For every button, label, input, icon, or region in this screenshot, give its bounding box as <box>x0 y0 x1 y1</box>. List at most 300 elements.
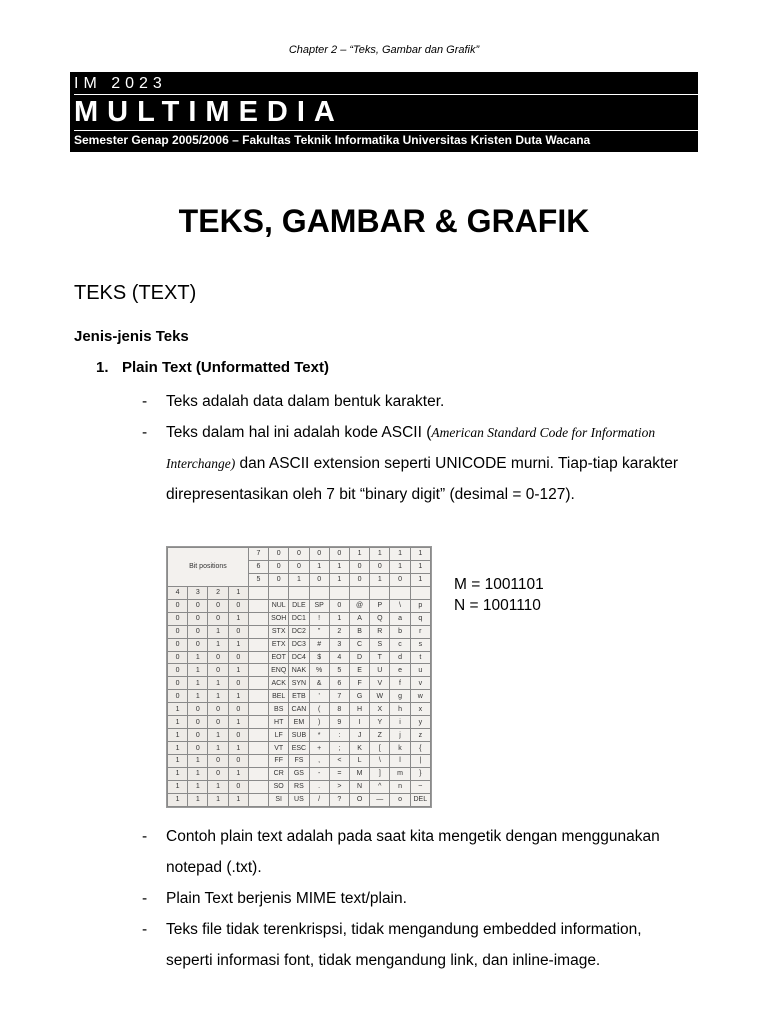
spacer-cell <box>248 677 268 690</box>
ascii-row <box>168 716 431 729</box>
code-examples <box>454 574 544 616</box>
ascii-char: O <box>349 793 369 806</box>
spacer-cell <box>248 755 268 768</box>
empty-cell <box>390 586 410 599</box>
bit-value: 1 <box>349 548 369 561</box>
spacer-cell <box>248 703 268 716</box>
ascii-char: 9 <box>329 716 349 729</box>
bit-value: 0 <box>329 548 349 561</box>
bit-value: 1 <box>309 560 329 573</box>
ascii-row <box>168 780 431 793</box>
bit-value: 0 <box>228 703 248 716</box>
ascii-row <box>168 793 431 806</box>
ascii-char: e <box>390 664 410 677</box>
bit-value: 0 <box>168 651 188 664</box>
bit-value: 1 <box>168 755 188 768</box>
bit-value: 1 <box>228 612 248 625</box>
bit-index: 4 <box>168 586 188 599</box>
bit-index: 5 <box>248 573 268 586</box>
ascii-char: { <box>410 742 430 755</box>
bullet-dash: - <box>142 890 148 907</box>
ascii-row <box>168 729 431 742</box>
spacer-cell <box>248 780 268 793</box>
ascii-char: H <box>349 703 369 716</box>
ascii-char: ACK <box>269 677 289 690</box>
ascii-char: q <box>410 612 430 625</box>
bit-value: 1 <box>410 560 430 573</box>
bit-value: 1 <box>390 548 410 561</box>
ascii-char: T <box>370 651 390 664</box>
bit-value: 1 <box>208 780 228 793</box>
ascii-char: VT <box>269 742 289 755</box>
ascii-char: SP <box>309 599 329 612</box>
ascii-char: ' <box>309 690 329 703</box>
ascii-char: @ <box>349 599 369 612</box>
bit-value: 1 <box>188 677 208 690</box>
bit-value: 1 <box>168 767 188 780</box>
ascii-char: W <box>370 690 390 703</box>
bit-value: 0 <box>390 573 410 586</box>
ascii-char: 1 <box>329 612 349 625</box>
ascii-char: % <box>309 664 329 677</box>
ascii-char: SOH <box>269 612 289 625</box>
ascii-char: DC1 <box>289 612 309 625</box>
bullet-item <box>142 417 682 510</box>
course-title: MULTIMEDIA <box>74 95 698 131</box>
empty-cell <box>349 586 369 599</box>
ascii-char: l <box>390 755 410 768</box>
ascii-char: LF <box>269 729 289 742</box>
spacer-cell <box>248 742 268 755</box>
ascii-char: EM <box>289 716 309 729</box>
bit-value: 0 <box>208 599 228 612</box>
item-number: 1. <box>96 359 109 376</box>
bit-value: 1 <box>228 716 248 729</box>
bit-value: 0 <box>208 716 228 729</box>
ascii-char: D <box>349 651 369 664</box>
ascii-char: \ <box>370 755 390 768</box>
document-title: TEKS, GAMBAR & GRAFIK <box>178 203 590 239</box>
bit-value: 1 <box>188 690 208 703</box>
spacer-cell <box>248 690 268 703</box>
ascii-char: 4 <box>329 651 349 664</box>
bit-value: 1 <box>208 638 228 651</box>
bit-value: 0 <box>228 780 248 793</box>
ascii-row <box>168 612 431 625</box>
ascii-char: - <box>309 767 329 780</box>
bullet-item <box>142 386 682 417</box>
bit-index: 1 <box>228 586 248 599</box>
ascii-char: ENQ <box>269 664 289 677</box>
ascii-char: g <box>390 690 410 703</box>
ascii-char: U <box>370 664 390 677</box>
course-banner <box>70 72 698 152</box>
bullet-text: Teks file tidak terenkrispsi, tidak mengandung embedded information, seperti informasi font, tidak mengandung link, dan inline-image. <box>166 921 642 969</box>
ascii-char: a <box>390 612 410 625</box>
bit-value: 0 <box>208 755 228 768</box>
ascii-char: EOT <box>269 651 289 664</box>
ascii-char: C <box>349 638 369 651</box>
bit-value: 0 <box>168 677 188 690</box>
bit-value: 0 <box>208 651 228 664</box>
ascii-char: SYN <box>289 677 309 690</box>
bullet-text-after: dan ASCII extension seperti UNICODE murni. Tiap-tiap karakter direpresentasikan oleh 7 bit “binary digit” (desimal = 0-127). <box>166 455 679 503</box>
spacer-cell <box>248 612 268 625</box>
bit-value: 0 <box>168 599 188 612</box>
spacer-cell <box>248 625 268 638</box>
ascii-lowbit-row <box>168 586 431 599</box>
ascii-char: " <box>309 625 329 638</box>
ascii-char: v <box>410 677 430 690</box>
bit-value: 1 <box>289 573 309 586</box>
ascii-header-row <box>168 548 431 561</box>
ascii-char: $ <box>309 651 329 664</box>
bit-value: 1 <box>208 677 228 690</box>
ascii-char: s <box>410 638 430 651</box>
ascii-char: , <box>309 755 329 768</box>
bit-value: 0 <box>228 677 248 690</box>
ascii-char: GS <box>289 767 309 780</box>
bit-value: 0 <box>208 703 228 716</box>
ascii-char: m <box>390 767 410 780</box>
bit-value: 0 <box>370 560 390 573</box>
bit-value: 1 <box>370 548 390 561</box>
bit-value: 1 <box>168 703 188 716</box>
subsection-heading: Jenis-jenis Teks <box>74 328 189 345</box>
ascii-char: ESC <box>289 742 309 755</box>
bullet-item <box>142 914 682 976</box>
ascii-char: Y <box>370 716 390 729</box>
course-code: IM 2023 <box>74 74 698 95</box>
code-example-m: M = 1001101 <box>454 576 544 593</box>
spacer-cell <box>248 767 268 780</box>
bit-value: 1 <box>188 780 208 793</box>
bit-value: 0 <box>168 638 188 651</box>
spacer-cell <box>248 793 268 806</box>
empty-cell <box>309 586 329 599</box>
ascii-char: B <box>349 625 369 638</box>
bit-value: 0 <box>228 729 248 742</box>
ascii-table <box>167 547 431 807</box>
ascii-char: R <box>370 625 390 638</box>
bit-value: 0 <box>188 625 208 638</box>
bit-value: 0 <box>309 548 329 561</box>
bit-value: 1 <box>168 793 188 806</box>
bit-value: 1 <box>208 690 228 703</box>
ascii-char: f <box>390 677 410 690</box>
ascii-char: # <box>309 638 329 651</box>
section-heading: TEKS (TEXT) <box>74 282 197 304</box>
ascii-char: : <box>329 729 349 742</box>
ascii-char: | <box>410 755 430 768</box>
ascii-char: K <box>349 742 369 755</box>
empty-cell <box>269 586 289 599</box>
ascii-char: z <box>410 729 430 742</box>
bit-value: 1 <box>168 729 188 742</box>
bit-index: 2 <box>208 586 228 599</box>
bit-value: 0 <box>188 638 208 651</box>
ascii-char: A <box>349 612 369 625</box>
bit-value: 1 <box>208 742 228 755</box>
ascii-char: ! <box>309 612 329 625</box>
ascii-char: * <box>309 729 329 742</box>
bit-value: 0 <box>188 716 208 729</box>
bit-value: 0 <box>188 742 208 755</box>
bit-value: 1 <box>329 560 349 573</box>
bit-value: 1 <box>188 651 208 664</box>
bit-value: 1 <box>390 560 410 573</box>
bit-value: 0 <box>289 560 309 573</box>
ascii-char: ETB <box>289 690 309 703</box>
ascii-char: t <box>410 651 430 664</box>
bit-value: 1 <box>370 573 390 586</box>
ascii-char: i <box>390 716 410 729</box>
ascii-char: h <box>390 703 410 716</box>
spacer-cell <box>248 664 268 677</box>
bullet-text: Contoh plain text adalah pada saat kita mengetik dengan menggunakan notepad (.txt). <box>166 828 660 876</box>
empty-cell <box>410 586 430 599</box>
ascii-char: RS <box>289 780 309 793</box>
ascii-char: V <box>370 677 390 690</box>
ascii-char: / <box>309 793 329 806</box>
ascii-row <box>168 651 431 664</box>
ascii-char: 2 <box>329 625 349 638</box>
empty-cell <box>289 586 309 599</box>
ascii-char: . <box>309 780 329 793</box>
bit-value: 1 <box>228 690 248 703</box>
ascii-char: ] <box>370 767 390 780</box>
ascii-char: FF <box>269 755 289 768</box>
bit-value: 0 <box>289 548 309 561</box>
ascii-row <box>168 767 431 780</box>
bullet-text: Teks adalah data dalam bentuk karakter. <box>166 393 445 410</box>
ascii-char: HT <box>269 716 289 729</box>
ascii-char: = <box>329 767 349 780</box>
spacer-cell <box>248 599 268 612</box>
bullet-text <box>166 417 682 510</box>
bullet-dash: - <box>142 921 148 938</box>
ascii-char: u <box>410 664 430 677</box>
ascii-char: N <box>349 780 369 793</box>
ascii-char: SO <box>269 780 289 793</box>
course-subtitle: Semester Genap 2005/2006 – Fakultas Teknik Informatika Universitas Kristen Duta Wacana <box>74 133 591 147</box>
ascii-char: BEL <box>269 690 289 703</box>
bit-value: 1 <box>188 664 208 677</box>
ascii-char: 3 <box>329 638 349 651</box>
ascii-char: o <box>390 793 410 806</box>
ascii-char: CAN <box>289 703 309 716</box>
bit-index: 3 <box>188 586 208 599</box>
ascii-char: M <box>349 767 369 780</box>
bit-value: 0 <box>269 560 289 573</box>
ascii-char: } <box>410 767 430 780</box>
bit-value: 1 <box>228 793 248 806</box>
ascii-char: ETX <box>269 638 289 651</box>
ascii-char: p <box>410 599 430 612</box>
bit-value: 0 <box>269 573 289 586</box>
ascii-char: d <box>390 651 410 664</box>
bullet-dash: - <box>142 828 148 845</box>
ascii-row <box>168 690 431 703</box>
bit-value: 1 <box>208 729 228 742</box>
bit-value: 0 <box>228 599 248 612</box>
ascii-char: I <box>349 716 369 729</box>
ascii-row <box>168 677 431 690</box>
bit-value: 0 <box>208 612 228 625</box>
bit-value: 0 <box>269 548 289 561</box>
bit-value: 1 <box>188 793 208 806</box>
ascii-char: DC3 <box>289 638 309 651</box>
bit-value: 0 <box>168 690 188 703</box>
ascii-char: ( <box>309 703 329 716</box>
ascii-char: SI <box>269 793 289 806</box>
ascii-char: k <box>390 742 410 755</box>
ascii-char: — <box>370 793 390 806</box>
ascii-char: b <box>390 625 410 638</box>
bit-value: 1 <box>188 767 208 780</box>
ascii-char: j <box>390 729 410 742</box>
ascii-char: ) <box>309 716 329 729</box>
spacer-cell <box>248 638 268 651</box>
ascii-char: CR <box>269 767 289 780</box>
ascii-char: r <box>410 625 430 638</box>
bit-value: 0 <box>188 729 208 742</box>
ascii-char: J <box>349 729 369 742</box>
bit-value: 0 <box>349 573 369 586</box>
bit-value: 0 <box>228 625 248 638</box>
ascii-char: US <box>289 793 309 806</box>
ascii-char: \ <box>390 599 410 612</box>
bit-index: 6 <box>248 560 268 573</box>
bit-value: 1 <box>329 573 349 586</box>
ascii-char: L <box>349 755 369 768</box>
bullet-text: Plain Text berjenis MIME text/plain. <box>166 890 407 907</box>
ascii-char: DC4 <box>289 651 309 664</box>
bit-value: 1 <box>410 573 430 586</box>
ascii-char: NAK <box>289 664 309 677</box>
ascii-char: w <box>410 690 430 703</box>
bit-value: 0 <box>188 599 208 612</box>
ascii-row <box>168 664 431 677</box>
bit-value: 0 <box>188 703 208 716</box>
ascii-char: + <box>309 742 329 755</box>
bit-value: 0 <box>168 664 188 677</box>
ascii-char: ^ <box>370 780 390 793</box>
bit-value: 0 <box>168 612 188 625</box>
bit-value: 1 <box>228 638 248 651</box>
ascii-char: S <box>370 638 390 651</box>
numbered-item <box>96 359 329 376</box>
ascii-char: STX <box>269 625 289 638</box>
ascii-row <box>168 625 431 638</box>
bit-value: 0 <box>309 573 329 586</box>
bit-positions-label: Bit positions <box>168 548 249 587</box>
ascii-char: ; <box>329 742 349 755</box>
ascii-char: G <box>349 690 369 703</box>
bit-value: 1 <box>208 793 228 806</box>
item-label: Plain Text (Unformatted Text) <box>122 359 329 376</box>
ascii-char: F <box>349 677 369 690</box>
ascii-char: y <box>410 716 430 729</box>
bit-value: 0 <box>168 625 188 638</box>
ascii-char: X <box>370 703 390 716</box>
spacer-cell <box>248 716 268 729</box>
ascii-row <box>168 638 431 651</box>
spacer-cell <box>248 729 268 742</box>
ascii-char: 6 <box>329 677 349 690</box>
ascii-char: DLE <box>289 599 309 612</box>
ascii-char: 7 <box>329 690 349 703</box>
bit-value: 0 <box>228 651 248 664</box>
bit-value: 1 <box>228 664 248 677</box>
ascii-row <box>168 703 431 716</box>
bullet-text-before: Teks dalam hal ini adalah kode ASCII ( <box>166 424 432 441</box>
bullet-item <box>142 883 682 914</box>
ascii-char: BS <box>269 703 289 716</box>
ascii-char: x <box>410 703 430 716</box>
ascii-expansion: American Standard Code for Information Interchange) <box>166 425 656 471</box>
bit-value: 1 <box>228 742 248 755</box>
ascii-char: c <box>390 638 410 651</box>
ascii-char: n <box>390 780 410 793</box>
ascii-char: FS <box>289 755 309 768</box>
empty-cell <box>248 586 268 599</box>
ascii-char: DC2 <box>289 625 309 638</box>
bullet-dash: - <box>142 424 148 441</box>
ascii-char: E <box>349 664 369 677</box>
ascii-table-image <box>166 546 432 808</box>
ascii-char: 0 <box>329 599 349 612</box>
bit-value: 0 <box>188 612 208 625</box>
ascii-char: SUB <box>289 729 309 742</box>
ascii-char: > <box>329 780 349 793</box>
running-header: Chapter 2 – “Teks, Gambar dan Grafik” <box>288 44 480 56</box>
bit-value: 1 <box>168 780 188 793</box>
spacer-cell <box>248 651 268 664</box>
bullet-dash: - <box>142 393 148 410</box>
code-example-n: N = 1001110 <box>454 597 541 614</box>
empty-cell <box>370 586 390 599</box>
bit-value: 0 <box>228 755 248 768</box>
bullet-item <box>142 821 682 883</box>
ascii-char: & <box>309 677 329 690</box>
ascii-char: ? <box>329 793 349 806</box>
bit-value: 1 <box>168 716 188 729</box>
ascii-row <box>168 742 431 755</box>
bit-value: 1 <box>208 625 228 638</box>
bit-value: 0 <box>349 560 369 573</box>
bit-value: 1 <box>410 548 430 561</box>
bit-value: 0 <box>208 767 228 780</box>
ascii-row <box>168 755 431 768</box>
bit-value: 1 <box>188 755 208 768</box>
ascii-char: DEL <box>410 793 430 806</box>
bit-value: 1 <box>168 742 188 755</box>
ascii-char: [ <box>370 742 390 755</box>
empty-cell <box>329 586 349 599</box>
ascii-char: NUL <box>269 599 289 612</box>
ascii-char: 5 <box>329 664 349 677</box>
ascii-char: ~ <box>410 780 430 793</box>
bit-value: 0 <box>208 664 228 677</box>
ascii-char: < <box>329 755 349 768</box>
bit-index: 7 <box>248 548 268 561</box>
ascii-row <box>168 599 431 612</box>
ascii-char: Z <box>370 729 390 742</box>
ascii-char: Q <box>370 612 390 625</box>
ascii-char: P <box>370 599 390 612</box>
bit-value: 1 <box>228 767 248 780</box>
